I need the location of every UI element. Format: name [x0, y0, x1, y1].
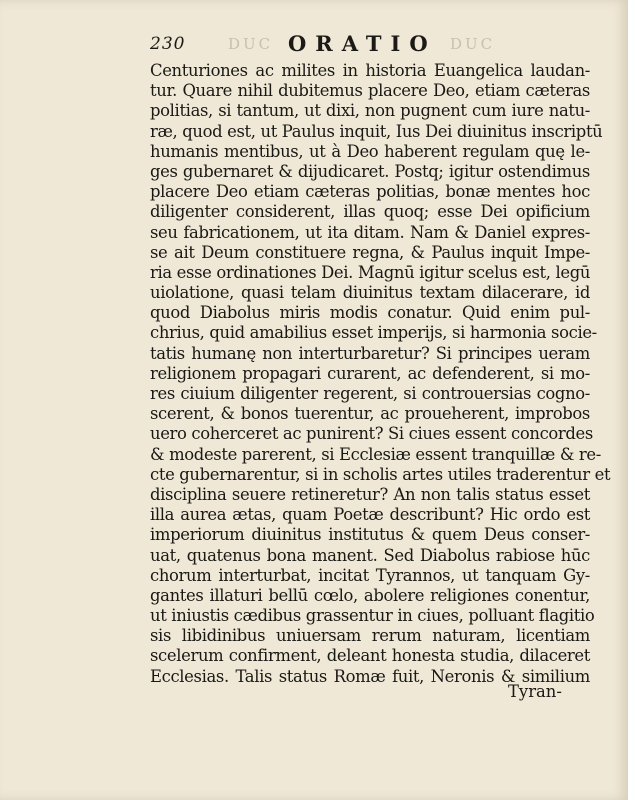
- text-line: chrius, quid amabilius esset imperijs, si harmonia socie-: [150, 323, 597, 343]
- show-through-text-left: DUC: [228, 35, 274, 53]
- text-line: ria esse ordinationes Dei. Magnū igitur scelus est, legū: [150, 262, 591, 282]
- text-line: se ait Deum constituere regna, & Paulus inquit Impe-: [150, 242, 590, 262]
- text-line: ges gubernaret & dijudicaret. Postq; igitur ostendimus: [150, 161, 590, 181]
- text-line: politias, si tantum, ut dixi, non pugnent cum iure natu-: [150, 101, 590, 121]
- text-line: uat, quatenus bona manent. Sed Diabolus rabiose hūc: [150, 545, 590, 565]
- text-line: ut iniustis cædibus grassentur in ciues, polluant flagitio: [150, 606, 595, 626]
- text-line: Ecclesias. Talis status Romæ fuit, Neronis & similium: [150, 666, 590, 686]
- text-line: placere Deo etiam cæteras politias, bonæ mentes hoc: [150, 182, 590, 202]
- text-line: sis libidinibus uniuersam rerum naturam, licentiam: [150, 626, 590, 646]
- show-through-text-right: DUC: [450, 35, 496, 53]
- text-line: imperiorum diuinitus institutus & quem Deus conser-: [150, 525, 590, 545]
- text-line: illa aurea ætas, quam Poetæ describunt? Hic ordo est: [150, 505, 590, 525]
- text-line: humanis mentibus, ut à Deo haberent regulam quę le-: [150, 141, 590, 161]
- text-line: & modeste parerent, si Ecclesiæ essent tranquillæ & re-: [150, 444, 601, 464]
- text-line: scerent, & bonos tuerentur, ac proueherent, improbos: [150, 404, 590, 424]
- catchword: Tyran-: [508, 682, 562, 701]
- page-number: 230: [150, 34, 186, 54]
- text-line: chorum interturbat, incitat Tyrannos, ut tanquam Gy-: [150, 565, 590, 585]
- text-line: tatis humanę non interturbaretur? Si principes ueram: [150, 343, 590, 363]
- text-line: cte gubernarentur, si in scholis artes utiles traderentur et: [150, 464, 611, 484]
- running-title: ORATIO: [288, 31, 437, 56]
- text-line: ræ, quod est, ut Paulus inquit, Ius Dei diuinitus inscriptū: [150, 121, 603, 141]
- text-line: res ciuium diligenter regerent, si controuersias cogno-: [150, 384, 590, 403]
- text-line: gantes illaturi bellū cœlo, abolere religiones conentur,: [150, 585, 590, 605]
- text-line: uero coherceret ac punirent? Si ciues essent concordes: [150, 424, 593, 444]
- text-line: quod Diabolus miris modis conatur. Quid enim pul-: [150, 303, 590, 323]
- body-text: [150, 61, 611, 687]
- page-header: [150, 30, 590, 58]
- text-line: tur. Quare nihil dubitemus placere Deo, etiam cæteras: [150, 81, 590, 101]
- text-line: seu fabricationem, ut ita ditam. Nam & Daniel expres-: [150, 222, 590, 242]
- text-line: religionem propagari curarent, ac defenderent, si mo-: [150, 363, 590, 383]
- text-line: uiolatione, quasi telam diuinitus textam dilacerare, id: [150, 283, 590, 303]
- text-line: Centuriones ac milites in historia Euangelica laudan-: [150, 61, 590, 80]
- text-line: scelerum confirment, deleant honesta studia, dilaceret: [150, 646, 590, 666]
- text-line: diligenter considerent, illas quoq; esse Dei opificium: [150, 202, 590, 222]
- text-line: disciplina seuere retineretur? An non talis status esset: [150, 484, 590, 504]
